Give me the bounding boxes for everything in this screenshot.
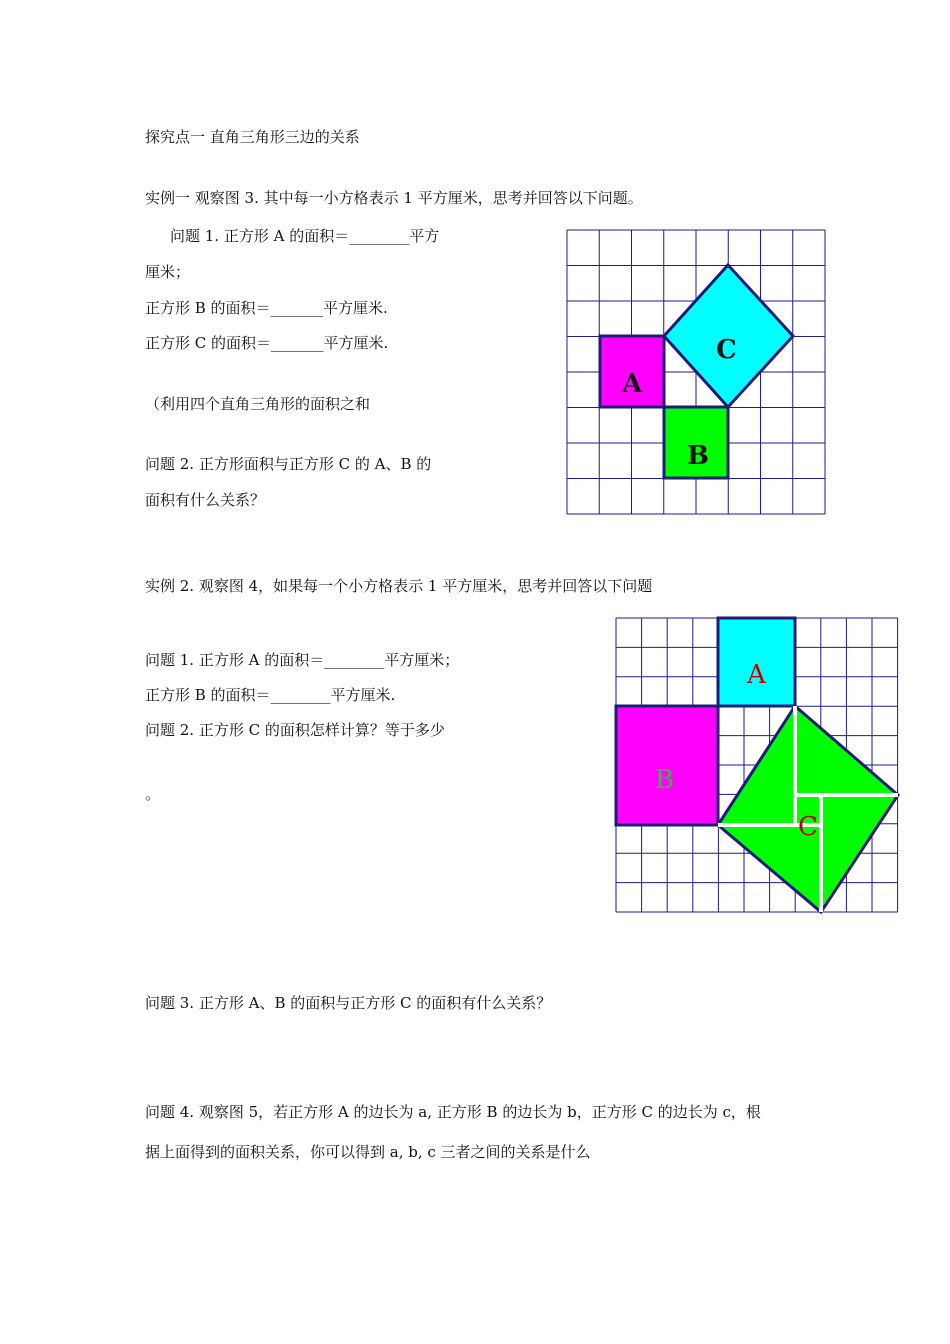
figure-4-label-b: B xyxy=(655,765,675,795)
example1-heading: 实例一 观察图 3. 其中每一小方格表示 1 平方厘米，思考并回答以下问题。 xyxy=(145,189,643,207)
figure-3-label-c: C xyxy=(716,335,737,365)
figure-3-label-b: B xyxy=(687,441,709,471)
example2-heading: 实例 2. 观察图 4，如果每一个小方格表示 1 平方厘米，思考并回答以下问题 xyxy=(145,577,653,595)
question-4-line1: 问题 4. 观察图 5，若正方形 A 的边长为 a, 正方形 B 的边长为 b，正方形 C 的边长为 c，根 xyxy=(145,1103,761,1121)
example1-hint: （利用四个直角三角形的面积之和 xyxy=(145,395,371,413)
example2-q1-a: 问题 1. 正方形 A 的面积＝________平方厘米； xyxy=(145,651,460,669)
example2-q2: 问题 2. 正方形 C 的面积怎样计算？等于多少 xyxy=(145,721,445,739)
question-4-line2: 据上面得到的面积关系，你可以得到 a, b, c 三者之间的关系是什么 xyxy=(145,1143,591,1161)
figure-3-label-a: A xyxy=(622,369,643,399)
question-3: 问题 3. 正方形 A、B 的面积与正方形 C 的面积有什么关系？ xyxy=(145,994,552,1012)
example2-q2-end: 。 xyxy=(145,785,161,803)
figure-3 xyxy=(560,225,832,519)
example2-q1-b: 正方形 B 的面积＝________平方厘米. xyxy=(145,686,396,704)
example1-q1-line2: 厘米； xyxy=(145,263,191,281)
figure-4-label-c: C xyxy=(798,812,818,842)
figure-4-label-a: A xyxy=(747,660,766,690)
section-title: 探究点一 直角三角形三边的关系 xyxy=(145,128,360,146)
example1-q2-line2: 面积有什么关系？ xyxy=(145,491,266,509)
example1-q1-b: 正方形 B 的面积＝_______平方厘米. xyxy=(145,299,388,317)
example1-q1-line1: 问题 1. 正方形 A 的面积＝________平方 xyxy=(170,227,440,245)
figure-4-square-c xyxy=(718,706,898,912)
example1-q2-line1: 问题 2. 正方形面积与正方形 C 的 A、B 的 xyxy=(145,455,432,473)
figure-4 xyxy=(610,612,904,920)
example1-q1-c: 正方形 C 的面积＝_______平方厘米. xyxy=(145,334,389,352)
